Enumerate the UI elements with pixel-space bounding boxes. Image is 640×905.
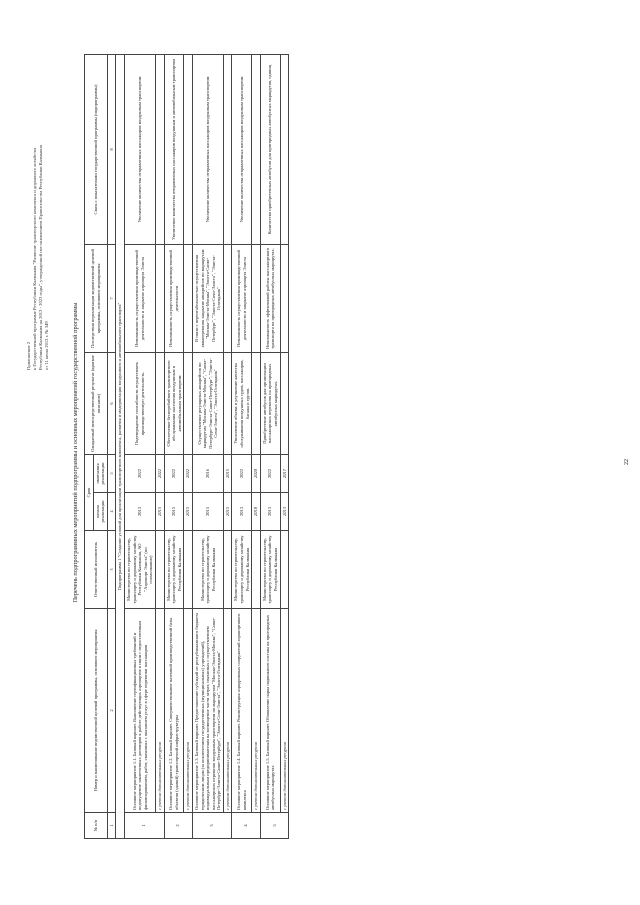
row-extra-label: с учетом дополнительных ресурсов xyxy=(155,609,164,813)
col-number: 6 xyxy=(107,352,116,454)
row-extra-start: 2015 xyxy=(155,493,164,531)
row-extra-end: 2017 xyxy=(280,454,289,492)
header-result: Ожидаемый непосредственный результат (краткое описание) xyxy=(85,352,108,454)
row-extra-start: 2018 xyxy=(252,493,261,531)
col-number: 5 xyxy=(107,454,116,492)
row-extra-empty xyxy=(223,352,232,454)
row-extra-empty xyxy=(184,54,193,244)
row-extra-empty xyxy=(184,244,193,352)
document-header xyxy=(26,110,50,370)
page-number: 22 xyxy=(624,459,630,465)
row-num: 1 xyxy=(124,813,164,839)
row-extra-empty xyxy=(280,54,289,244)
header-responsible: Ответственный исполнитель xyxy=(85,531,108,609)
header-line: Республики Калмыкия на 2013 - 2023 годы", утвержденной постановлением Правительства Республики Калмыкия xyxy=(38,145,43,370)
row-responsible: Министерство по строительству, транспорту и дорожному хозяйству Республики Калмыкия xyxy=(260,531,280,609)
row-extra-start: 2013 xyxy=(280,493,289,531)
row-name: Основное мероприятие 1.3. Базовый вариант. Предоставление субсидий из республиканского бюджета юридическим лицам (за исключением государственных (муниципальных) учреждений), индивидуальным предпринимателям на возмещение части затрат, связанных с осуществлением пассажирских перевозок воздушным транспортом по маршрутам "Москва-Элиста-Москва", "Санкт-Петербург-Элиста-Санкт-Петербург", "Элиста-Сочи-Элиста", "Элиста-Геленджик" xyxy=(192,609,223,813)
row-extra-empty xyxy=(252,244,261,352)
row-result: Увеличение объема и улучшение качества обслуживания воздушных судов, пассажиров, багажа и грузов. xyxy=(232,352,252,454)
header-link: Связь с показателями государственной программы (подпрограммы) xyxy=(85,54,108,244)
row-num: 4 xyxy=(232,813,260,839)
row-start: 2013 xyxy=(232,493,252,531)
col-number: 7 xyxy=(107,244,116,352)
row-extra-end: 2022 xyxy=(184,454,193,492)
header-num: № п/п xyxy=(85,813,108,839)
table-row xyxy=(164,54,184,838)
row-consequence: Невозможность осуществления производственной деятельности и закрытие аэропорта Элиста xyxy=(124,244,155,352)
row-start: 2013 xyxy=(260,493,280,531)
row-extra-empty xyxy=(280,244,289,352)
header-term: Срок xyxy=(85,454,94,530)
header-start: начала реализации xyxy=(93,493,107,531)
row-consequence: Невозможность осуществления производственной деятельности и закрытие аэропорта Элиста xyxy=(232,244,252,352)
table-subrow xyxy=(280,54,289,838)
row-responsible: Министерство по строительству, транспорту и дорожному хозяйству Республики Калмыкия xyxy=(232,531,252,609)
row-end: 2022 xyxy=(164,454,184,492)
table-subrow xyxy=(155,54,164,838)
row-name: Основное мероприятие 1.5. Базовый вариант. Обновление парка подвижного состава на пригородных автобусных маршрутах xyxy=(260,609,280,813)
row-extra-end: 2022 xyxy=(155,454,164,492)
row-result: Осуществление регулярных авиарейсов по маршрутам "Москва-Элиста-Москва", "Санкт-Петербург-Элиста-Санкт-Петербург", "Элиста-Сочи-Элиста", "Элиста-Геленджик" xyxy=(192,352,223,454)
table-row xyxy=(260,54,280,838)
table-row xyxy=(232,54,252,838)
row-extra-empty xyxy=(252,352,261,454)
row-name: Основное мероприятие 1.2. Базовый вариант. Совершенствование наземной производственной базы объектов (зданий) транспортной инфраструктуры xyxy=(164,609,184,813)
row-link: Увеличение количества отправленных пассажиров воздушным транспортом xyxy=(124,54,155,244)
row-responsible: Министерство по строительству, транспорту и дорожному хозяйству Республики Калмыкия xyxy=(192,531,223,609)
row-num: 5 xyxy=(260,813,288,839)
col-number: 3 xyxy=(107,531,116,609)
table-row xyxy=(124,54,155,838)
row-extra-empty xyxy=(252,531,261,609)
col-number: 8 xyxy=(107,54,116,244)
document-title: Перечень подпрограммных мероприятий подпрограммы и основных мероприятий государственной программы xyxy=(72,302,79,603)
header-line: Приложение 2 xyxy=(26,341,31,370)
row-extra-empty xyxy=(223,244,232,352)
row-extra-empty xyxy=(155,244,164,352)
col-number: 2 xyxy=(107,609,116,813)
row-extra-empty xyxy=(155,352,164,454)
row-extra-empty xyxy=(155,54,164,244)
subprogram-row: Подпрограмма 1 "Создание условий для организации транспортного комплекса, развития и модернизации воздушного и автомобильного транспорта" xyxy=(116,54,125,838)
row-start: 2015 xyxy=(164,493,184,531)
col-number: 4 xyxy=(107,493,116,531)
table-subrow xyxy=(184,54,193,838)
row-result: Подтверждение способности осуществлять производственную деятельность. xyxy=(124,352,155,454)
row-name: Основное мероприятие 1.1. Базовый вариант. Выполнение сертификационных требований и недопущение заключенных договоров к работе действующих аэропортов в связи с недостаточным финансированием, работ, связанных с оказанием услуг в сфере перевозки пассажиров xyxy=(124,609,155,813)
header-line: от 11 июля 2013 г. № 349 xyxy=(44,321,49,370)
row-extra-empty xyxy=(184,531,193,609)
row-extra-label: с учетом дополнительных ресурсов xyxy=(252,609,261,813)
row-consequence: В связи с нерентабельностью осуществления авиаперевозок закрытие авиарейсов по маршрутам "Москва-Элиста-Москва", "Элиста-Санкт-Петербург", "Элиста-Сочи-Элиста", "Элиста-Геленджик" xyxy=(192,244,223,352)
row-end: 2016 xyxy=(192,454,223,492)
row-start: 2015 xyxy=(192,493,223,531)
row-extra-empty xyxy=(280,352,289,454)
row-extra-empty xyxy=(184,352,193,454)
row-extra-end: 2020 xyxy=(252,454,261,492)
row-num: 3 xyxy=(192,813,232,839)
row-link: Увеличение количества отправленных пассажиров воздушным транспортом xyxy=(232,54,252,244)
row-consequence: Невозможность эффективной работы пассажирского транспорта на пригородных автобусных маршрутах. xyxy=(260,244,280,352)
row-extra-empty xyxy=(155,531,164,609)
row-extra-empty xyxy=(280,531,289,609)
col-number: 1 xyxy=(107,813,116,839)
table-row xyxy=(192,54,223,838)
header-name: Номер и наименование ведомственной целевой программы, основного мероприятия xyxy=(85,609,108,813)
measures-table xyxy=(84,54,289,839)
row-responsible: Министерство по строительству, транспорту и дорожному хозяйству Республики Калмыкия xyxy=(164,531,184,609)
header-consequence: Последствия нереализации ведомственной целевой программы, основного мероприятия xyxy=(85,244,108,352)
row-responsible: Министерство по строительству, транспорту и дорожному хозяйству Республики Калмыкия, АО "Аэропорт Элиста" (по согласованию) xyxy=(124,531,155,609)
header-end: окончания реализации xyxy=(93,454,107,492)
row-start: 2013 xyxy=(124,493,155,531)
row-result: Обеспечение бесперебойного транспортного обслуживания населения воздушным и автомобильным транспортом xyxy=(164,352,184,454)
row-link: Увеличение количества отправленных пассажиров воздушным транспортом xyxy=(192,54,223,244)
row-link: Увеличение количества отправленных пассажиров воздушным и автомобильным транспортом xyxy=(164,54,184,244)
row-end: 2022 xyxy=(260,454,280,492)
table-subrow xyxy=(252,54,261,838)
row-extra-empty xyxy=(252,54,261,244)
row-result: Приобретение автобусов для организации пассажирских перевозок на пригородных автобусных маршрутах. xyxy=(260,352,280,454)
row-extra-label: с учетом дополнительных ресурсов xyxy=(184,609,193,813)
row-extra-start: 2015 xyxy=(223,493,232,531)
row-extra-empty xyxy=(223,54,232,244)
header-line: к Государственной программе Республики Калмыкия "Развитие транспортного комплекса и дорожного хозяйства xyxy=(32,147,37,370)
row-consequence: Невозможность осуществления производственной деятельности xyxy=(164,244,184,352)
row-extra-end: 2015 xyxy=(223,454,232,492)
row-extra-empty xyxy=(223,531,232,609)
row-extra-label: с учетом дополнительных ресурсов xyxy=(280,609,289,813)
row-extra-start: 2015 xyxy=(184,493,193,531)
row-name: Основное мероприятие 1.4. Базовый вариант. Реконструкция аэродромных сооружений аэропортового комплекса xyxy=(232,609,252,813)
table-subrow xyxy=(223,54,232,838)
row-extra-label: с учетом дополнительных ресурсов xyxy=(223,609,232,813)
row-end: 2022 xyxy=(124,454,155,492)
row-link: Количество приобретенных автобусов для пригородных автобусных маршрутов, единиц xyxy=(260,54,280,244)
row-num: 2 xyxy=(164,813,192,839)
row-end: 2022 xyxy=(232,454,252,492)
